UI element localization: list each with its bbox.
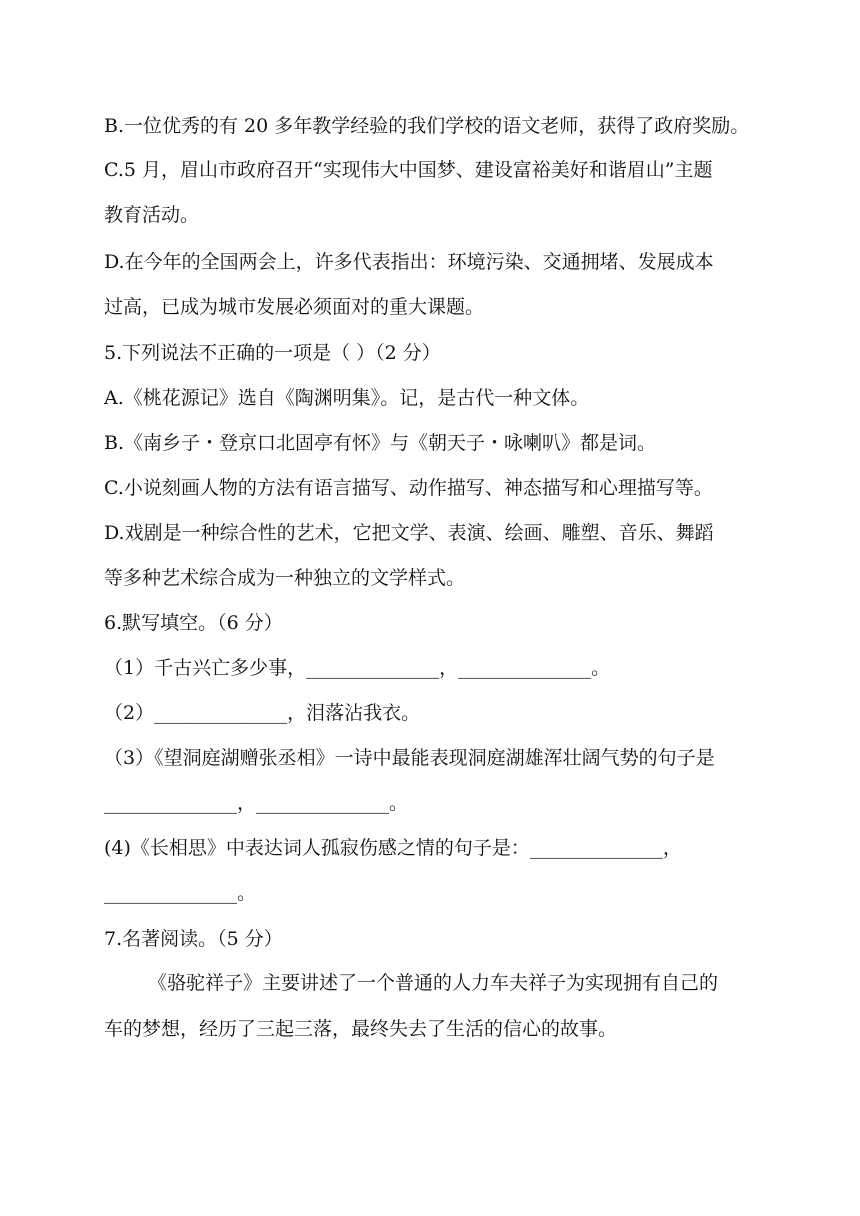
question-6-title: 6.默写填空。（6 分） (104, 612, 283, 634)
q5-option-a: A.《桃花源记》选自《陶渊明集》。记，是古代一种文体。 (104, 387, 590, 409)
option-c-line-1: C.5 月，眉山市政府召开“实现伟大中国梦、建设富裕美好和谐眉山”主题 (104, 159, 713, 181)
question-7-title: 7.名著阅读。（5 分） (104, 928, 283, 950)
option-d-line-2: 过高，已成为城市发展必须面对的重大课题。 (104, 296, 485, 318)
q5-option-d-line-2: 等多种艺术综合成为一种独立的文学样式。 (104, 567, 466, 589)
q6-item-4-line-1: (4)《长相思》中表达词人孤寂伤感之情的句子是：______________， (104, 837, 682, 859)
q6-item-3-line-1: （3）《望洞庭湖赠张丞相》一诗中最能表现洞庭湖雄浑壮阔气势的句子是 (104, 747, 715, 769)
q7-paragraph-line-1: 《骆驼祥子》主要讲述了一个普通的人力车夫祥子为实现拥有自己的 (148, 972, 719, 994)
option-b-line: B.一位优秀的有 20 多年教学经验的我们学校的语文老师，获得了政府奖励。 (104, 115, 750, 137)
q7-paragraph-line-2: 车的梦想，经历了三起三落，最终失去了生活的信心的故事。 (104, 1018, 618, 1040)
q5-option-d-line-1: D.戏剧是一种综合性的艺术，它把文学、表演、绘画、雕塑、音乐、舞蹈 (104, 522, 714, 544)
q6-item-3-line-2: ______________，______________。 (104, 792, 409, 814)
option-c-line-2: 教育活动。 (104, 204, 200, 226)
q6-item-4-line-2: ______________。 (104, 882, 257, 904)
option-d-line-1: D.在今年的全国两会上，许多代表指出：环境污染、交通拥堵、发展成本 (104, 251, 714, 273)
q6-item-1: （1）千古兴亡多少事，______________，______________。 (104, 657, 611, 679)
q5-option-c: C.小说刻画人物的方法有语言描写、动作描写、神态描写和心理描写等。 (104, 477, 713, 499)
q6-item-2: （2）______________，泪落沾我衣。 (104, 702, 421, 724)
question-5-title: 5.下列说法不正确的一项是（ ）（2 分） (104, 342, 441, 364)
q5-option-b: B.《南乡子・登京口北固亭有怀》与《朝天子・咏喇叭》都是词。 (104, 432, 657, 454)
